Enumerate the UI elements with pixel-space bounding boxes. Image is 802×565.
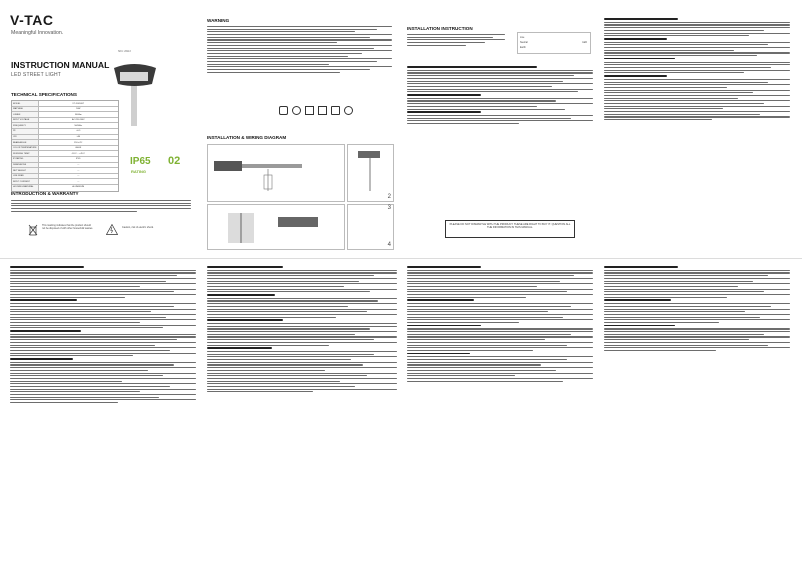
installation-steps bbox=[407, 34, 505, 47]
spec-table bbox=[11, 100, 119, 192]
intro-warranty-heading: INTRODUCTION & WARRANTY bbox=[11, 191, 79, 196]
fig-3-number: 3 bbox=[387, 205, 391, 211]
intro-paragraph bbox=[11, 200, 191, 213]
spec-row: LUMEN 5000lm bbox=[12, 112, 118, 118]
shock-warning-icon bbox=[106, 224, 118, 235]
fig-4-number: 4 bbox=[387, 241, 391, 248]
spec-row: INPUT CURRENT — bbox=[12, 179, 118, 185]
spec-row: LIFE SPAN — bbox=[12, 174, 118, 180]
wiring-figure-4 bbox=[347, 204, 394, 250]
panel-right-languages bbox=[602, 8, 794, 253]
weee-bin-icon bbox=[28, 224, 38, 236]
ip-rating-sub: RATING bbox=[131, 169, 147, 174]
terminal-block bbox=[517, 32, 591, 54]
sku-line: SKU: 26113 bbox=[118, 50, 131, 53]
spec-row: BEAM ANGLE 150°x70° bbox=[12, 140, 118, 146]
install-text-block bbox=[407, 66, 593, 126]
spec-row: PF >0.9 bbox=[12, 129, 118, 135]
installation-heading: INSTALLATION INSTRUCTION bbox=[407, 26, 473, 31]
label-earth: Earth bbox=[520, 46, 526, 49]
label-live: Live bbox=[520, 36, 525, 39]
warranty-badge: 02 bbox=[168, 155, 181, 167]
bottom-panel-1 bbox=[8, 262, 198, 558]
ip65-icon bbox=[279, 106, 288, 115]
spec-row: FREQUENCY 50/60Hz bbox=[12, 123, 118, 129]
bottom-panel-4 bbox=[602, 262, 794, 558]
rohs-icon bbox=[305, 106, 314, 115]
spec-row: IP RATING IP65 bbox=[12, 157, 118, 163]
ip-rating-badge: IP65 bbox=[130, 156, 151, 167]
spec-row: HOUSING MATERIAL ALUMINIUM bbox=[12, 185, 118, 191]
panel-cover bbox=[8, 8, 198, 253]
fig-2-number: 2 bbox=[387, 193, 391, 200]
angle-diagram bbox=[208, 205, 344, 249]
manual-title: INSTRUCTION MANUAL bbox=[11, 60, 110, 70]
warning-heading: WARNING bbox=[207, 18, 230, 23]
wiring-figure-2 bbox=[347, 144, 394, 202]
brand-tagline: Meaningful Innovation. bbox=[11, 30, 64, 36]
language-block-a bbox=[604, 18, 790, 122]
wiring-figure-1 bbox=[207, 144, 345, 202]
mount-diagram bbox=[208, 145, 344, 201]
weee-icon bbox=[331, 106, 340, 115]
bottom-panel-2 bbox=[205, 262, 400, 558]
spec-row: DIMENSIONS — bbox=[12, 163, 118, 169]
shock-caution-text: Caution, risk of electric shock. bbox=[122, 226, 154, 229]
ukca-icon bbox=[318, 106, 327, 115]
brand-logo: V-TAC bbox=[10, 12, 54, 28]
pole-diagram bbox=[348, 145, 393, 201]
cert-icons-row bbox=[279, 106, 353, 115]
spec-row: INPUT VOLTAGE AC:220-240V bbox=[12, 118, 118, 124]
weee-caution-text: This marking indicates that the product should not be disposed of with other household wastes. bbox=[42, 224, 94, 231]
spec-row: MODEL VT-15050ST bbox=[12, 101, 118, 107]
label-neutral: Neutral bbox=[520, 41, 528, 44]
manual-subtitle: LED STREET LIGHT bbox=[11, 72, 62, 78]
page-divider bbox=[0, 258, 802, 259]
spec-row: CRI >80 bbox=[12, 135, 118, 141]
spec-row: COLOR TEMPERATURE 4000K bbox=[12, 146, 118, 152]
label-led: LED bbox=[582, 41, 587, 44]
class-icon bbox=[344, 106, 353, 115]
footer-notice-box bbox=[445, 220, 575, 238]
panel-installation bbox=[405, 8, 597, 253]
footer-notice-text: PLEASE DO NOT DISMANTLE WITH THE PRODUCT. THESE ARE RIGHT TO BUY IT. QUESTION ALL THE INFORMATION IN THIS MANUAL. bbox=[449, 223, 571, 230]
ce-icon bbox=[292, 106, 301, 115]
wiring-figure-3 bbox=[207, 204, 345, 250]
bottom-panel-3 bbox=[405, 262, 597, 558]
tech-specs-heading: TECHNICAL SPECIFICATIONS bbox=[11, 92, 77, 97]
spec-row: WORKING TEMP -20°C ~ +45°C bbox=[12, 151, 118, 157]
panel-warning bbox=[205, 8, 400, 253]
spec-row: WATTAGE 50W bbox=[12, 107, 118, 113]
warning-list bbox=[207, 26, 392, 74]
spec-row: NET WEIGHT — bbox=[12, 168, 118, 174]
install-wiring-heading: INSTALLATION & WIRING DIAGRAM bbox=[207, 135, 287, 140]
